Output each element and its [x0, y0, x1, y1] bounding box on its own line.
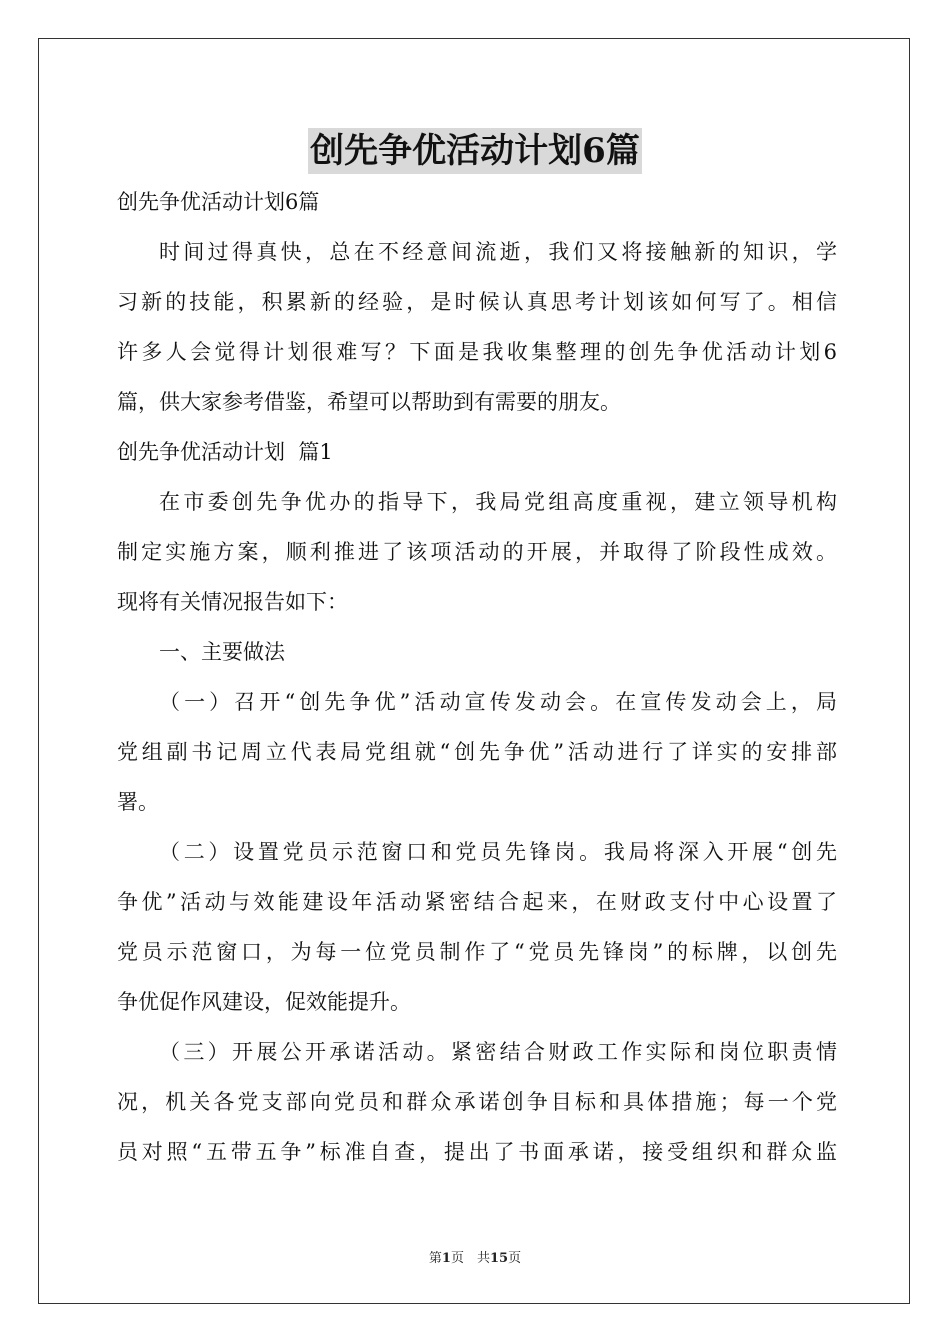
page-footer	[0, 1247, 950, 1266]
item-line: （二）设置党员示范窗口和党员先锋岗。我局将深入开展“创先	[159, 840, 837, 864]
item-line: 争优促作风建设，促效能提升。	[117, 990, 411, 1014]
intro-line: 习新的技能，积累新的经验，是时候认真思考计划该如何写了。相信	[117, 290, 837, 314]
item-line: （三）开展公开承诺活动。紧密结合财政工作实际和岗位职责情	[159, 1040, 837, 1064]
item-line: 员对照“五带五争”标准自查，提出了书面承诺，接受组织和群众监	[117, 1140, 837, 1164]
document-title: 创先争优活动计划6篇	[308, 128, 642, 174]
item-line: 党组副书记周立代表局党组就“创先争优”活动进行了详实的安排部	[117, 740, 837, 764]
title-container	[0, 128, 950, 174]
page-label-suffix: 页	[508, 1251, 522, 1266]
intro-line: 许多人会觉得计划很难写？下面是我收集整理的创先争优活动计划6	[117, 340, 837, 364]
item-line: （一）召开“创先争优”活动宣传发动会。在宣传发动会上，局	[159, 690, 837, 714]
subsection-heading: 一、主要做法	[159, 640, 285, 664]
intro-line: 篇，供大家参考借鉴，希望可以帮助到有需要的朋友。	[117, 390, 621, 414]
paragraph-line: 现将有关情况报告如下：	[117, 590, 348, 614]
item-line: 况，机关各党支部向党员和群众承诺创争目标和具体措施；每一个党	[117, 1090, 837, 1114]
page-label-prefix: 第	[428, 1251, 442, 1266]
page-label-mid: 页 共	[450, 1251, 490, 1266]
item-line: 争优”活动与效能建设年活动紧密结合起来，在财政支付中心设置了	[117, 890, 837, 914]
current-page-number: 1	[441, 1251, 451, 1266]
item-line: 党员示范窗口，为每一位党员制作了“党员先锋岗”的标牌，以创先	[117, 940, 837, 964]
total-page-count: 15	[489, 1251, 509, 1266]
paragraph-line: 在市委创先争优办的指导下，我局党组高度重视，建立领导机构	[159, 490, 837, 514]
subtitle: 创先争优活动计划6篇	[117, 190, 320, 214]
intro-line: 时间过得真快，总在不经意间流逝，我们又将接触新的知识，学	[159, 240, 837, 264]
item-line: 署。	[117, 790, 159, 814]
paragraph-line: 制定实施方案，顺利推进了该项活动的开展，并取得了阶段性成效。	[117, 540, 837, 564]
document-body	[117, 177, 837, 1177]
section-heading: 创先争优活动计划 篇1	[117, 440, 333, 464]
